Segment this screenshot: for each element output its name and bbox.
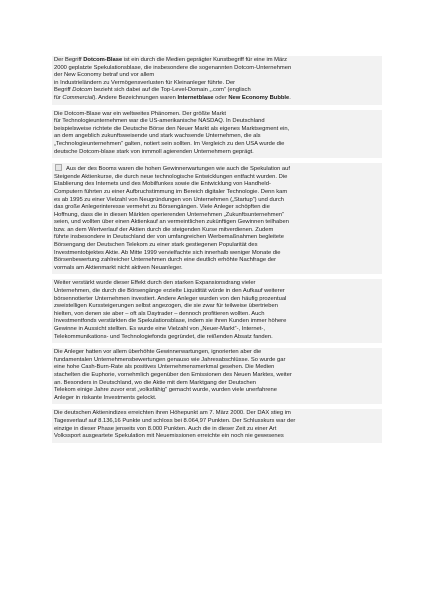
text-line: Investmentobjektes Aktie. Ab Mitte 1999 vervielfachte sich innerhalb weniger Monate die: [54, 249, 281, 256]
text-line: es ab 1995 zu einer Vielzahl von Neugründungen von Unternehmen („Startup“) und durch: [54, 196, 284, 203]
text-line: Telekommunikations- und Technologiefonds gegründet, die reißenden Absatz fanden.: [54, 333, 273, 340]
text-line: Gewinne in Aussicht stellten. Es wurde eine Vielzahl von „Neuer-Markt“-, Internet-,: [54, 326, 265, 332]
text-line: stachelten die Euphorie, vornehmlich gegenüber den Emissionen des Neuen Marktes, weiter: [54, 371, 292, 378]
text-line: das große Anlegerinteresse vermehrt zu Börsengängen. Viele Anleger schöpften die: [54, 204, 270, 211]
text-line: Begriff Dotcom bezieht sich dabei auf die Top-Level-Domain „.com“ (englisch: [54, 87, 251, 94]
text-line: fundamentalen Unternehmensbewertungen genauso wie Jahresabschlüsse. So wurde gar: [54, 356, 286, 363]
term-dotcom: Dotcom: [72, 87, 93, 94]
text-line: führte insbesondere in Deutschland der von umfangreichen Werbemaßnahmen begleitete: [54, 234, 284, 241]
term-dotcom-blase: Dotcom-Blase: [83, 57, 123, 63]
text-line: der New Economy betraf und vor allem: [54, 72, 155, 79]
text-line: zweistelligen Kurssteigerungen selbst angezogen, die sie zwar für teilweise übertrieben: [54, 303, 278, 310]
paragraph-investors: [52, 348, 382, 404]
text-line: Telekom einige Jahre zuvor erst „volksfähig“ gemacht wurde, wurden viele unerfahrene: [54, 387, 277, 394]
paragraph-phenomenon: [52, 110, 382, 159]
text-line: bzw. an dem Wertverlauf der Aktien durch die steigenden Kurse mitverdienen. Zudem: [54, 226, 274, 233]
term-commercial: Commercial: [62, 94, 94, 101]
text-line: Computern führten zu einer Aufbruchstimmung im Bereich digitaler Technologie. Denn kam: [54, 188, 288, 195]
text-line: Hoffnung, dass die in diesen Märkten operierenden Unternehmen „Zukunftsunternehmen“: [54, 211, 284, 218]
text-line: Börsengang der Deutschen Telekom zu einer stark gestiegenen Popularität des: [54, 242, 258, 249]
text-line: an. Besonders in Deutschland, wo die Aktie mit dem Marktgang der Deutschen: [54, 379, 257, 386]
paragraph-intro: [52, 56, 382, 105]
text-line: einzige in dieser Phase jenseits von 8.000 Punkten. Auch die in dieser Zeit zu einer Art: [54, 425, 277, 432]
broken-image-icon: [55, 164, 62, 171]
text-line: für Commercial). Andere Bezeichnungen waren Internetblase oder New Economy Bubble.: [54, 94, 291, 101]
text-line: Die deutschen Aktienindizes erreichten ihren Höhepunkt am 7. März 2000. Der DAX stieg im: [54, 410, 291, 417]
paragraph-expansion: [52, 279, 382, 343]
term-new-economy-bubble: New Economy Bubble: [228, 94, 290, 101]
text-line: beispielsweise richtete die Deutsche Börse den Neuer Markt als eigenes Marktsegment ein,: [54, 125, 290, 132]
text-line: Anleger in riskante Investments gelockt.: [54, 394, 157, 401]
text-line: hielten, von denen sie aber – oft als Daytrader – dennoch profitieren wollten. Auch: [54, 310, 265, 317]
text-line: börsennotierter Unternehmen investiert. Andere Anleger wurden von den häufig prozentual: [54, 295, 287, 302]
text-line: in Industrieländern zu Vermögensverlusten für Kleinanleger führte. Der: [54, 79, 236, 86]
text-line: Volkssport ausgeartete Spekulation mit Neuemissionen erreichte ein noch nie gewesenes: [54, 433, 284, 440]
text-line: Steigende Aktienkurse, die durch neue technologische Entwicklungen entfacht wurden. Die: [54, 173, 288, 180]
text-line: Die Anleger hatten vor allem überhöhte Gewinnerwartungen, ignorierten aber die: [54, 349, 262, 356]
text-line: Etablierung des Internets und des Mobilfunkes sowie die Entwicklung von Handheld-: [54, 181, 271, 188]
text-line: Weiter verstärkt wurde dieser Effekt durch den starken Expansionsdrang vieler: [54, 280, 256, 287]
paragraph-peak: [52, 409, 382, 442]
text-line: an dem angeblich zukunftsweisende und stark wachsende Unternehmen, die als: [54, 133, 261, 140]
term-internetblase: Internetblase: [177, 94, 214, 101]
text-line: Die Dotcom-Blase war ein weltweites Phänomen. Der größte Markt: [54, 110, 227, 117]
text-line: für Technologieunternehmen war die US-amerikanische NASDAQ. In Deutschland: [54, 118, 265, 125]
text-line: Der Begriff Dotcom-Blase ist ein durch die Medien geprägter Kunstbegriff für eine im März: [54, 57, 288, 63]
document-body: [52, 56, 382, 448]
text-line: Aus der des Booms waren die hohen Gewinnerwartungen wie auch die Spekulation auf: [54, 164, 380, 174]
text-line: eine hohe Cash-Burn-Rate als positives Unternehmensmerkmal gesehen. Die Medien: [54, 364, 275, 371]
text-line: Investmentfonds verstärkten die Spekulationsblase, indem sie ihren Kunden immer höhere: [54, 318, 287, 325]
text-line: Börsenbewertung zahlreicher Unternehmen durch eine deutlich erhöhte Nachfrage der: [54, 257, 277, 264]
text-line: „Technologieunternehmen“ galten, notiert sein sollten. Im Vergleich zu den USA wurde die: [54, 140, 285, 147]
text-line: deutsche Dotcom-blase stark von inmmoll agierenden Unternehmern geprägt.: [54, 148, 254, 155]
text-line: Unternehmen, die durch die Börsengänge erzielte Liquidität würde in den Aufkauf weiterer: [54, 288, 285, 295]
text-line: 2000 geplatzte Spekulationsblase, die insbesondere die sogenannten Dotcom-Unternehmen: [54, 64, 292, 71]
text-line: vormals am Aktienmarkt nicht aktiven Neuanleger.: [54, 264, 183, 271]
paragraph-causes: [52, 163, 382, 274]
text-line: Tagesverlauf auf 8.136,16 Punkte und schloss bei 8.064,97 Punkten. Der Schlusskurs war der: [54, 417, 296, 424]
text-line: seien, und wollten über einen Aktienkauf an vermeintlichen zukünftigen Gewinnen teilhaben: [54, 219, 289, 226]
